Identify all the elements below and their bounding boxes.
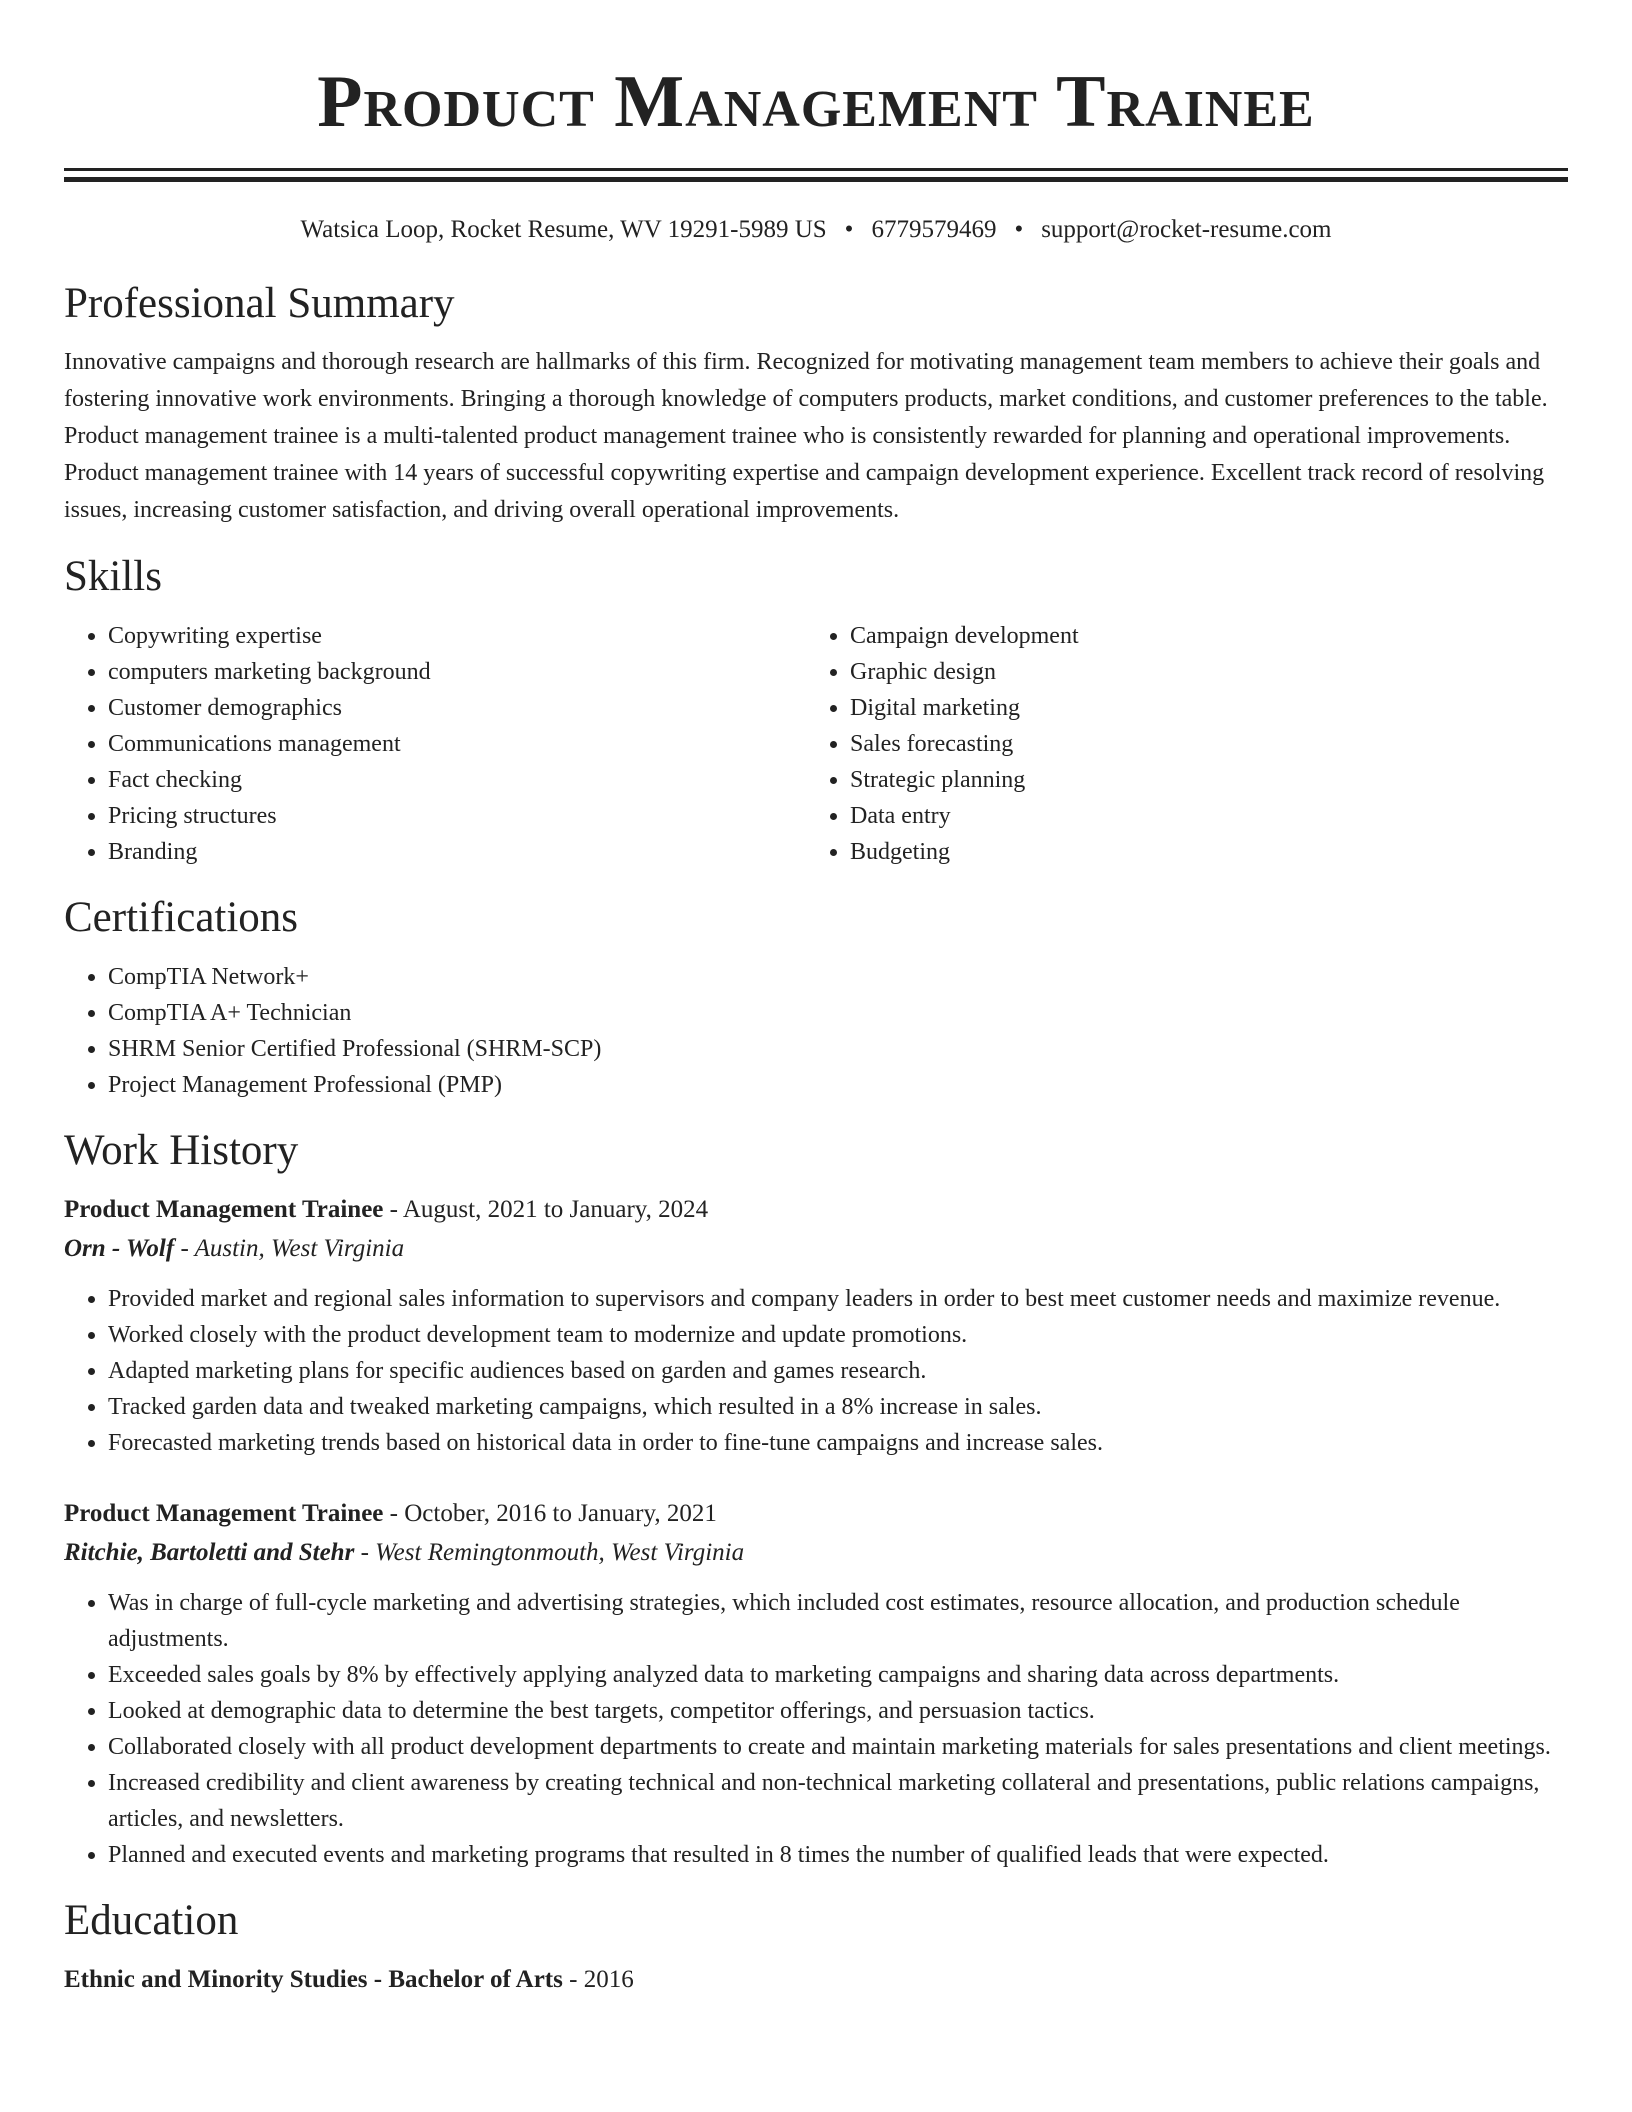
skill-item: • Strategic planning — [850, 762, 1548, 798]
skills-grid — [64, 618, 1568, 870]
education-year: - 2016 — [562, 1966, 634, 1993]
job-entry — [64, 1495, 1568, 1873]
job-title: Product Management Trainee — [64, 1500, 384, 1527]
skill-item: • Digital marketing — [850, 690, 1548, 726]
certification-item: • Project Management Professional (PMP) — [108, 1067, 1568, 1103]
contact-phone: 6779579469 — [871, 216, 997, 243]
page-title: Product Management Trainee — [317, 61, 1315, 143]
company-name: Ritchie, Bartoletti and Stehr — [64, 1539, 355, 1566]
certifications-heading: Certifications — [64, 894, 299, 941]
job-title: Product Management Trainee — [64, 1196, 384, 1223]
skill-item: • Pricing structures — [108, 798, 806, 834]
job-bullet: • Planned and executed events and marketing programs that resulted in 8 times the number of qualified leads that were expected. — [108, 1837, 1568, 1873]
skill-item: • Graphic design — [850, 654, 1548, 690]
skill-item: • Data entry — [850, 798, 1548, 834]
skill-item: • Copywriting expertise — [108, 618, 806, 654]
certification-item: • CompTIA Network+ — [108, 959, 1568, 995]
job-title-line — [64, 1495, 1568, 1533]
skills-heading: Skills — [64, 553, 162, 600]
work-history-heading: Work History — [64, 1127, 299, 1174]
job-entry — [64, 1191, 1568, 1461]
skills-list-left — [64, 618, 806, 870]
certification-item: • CompTIA A+ Technician — [108, 995, 1568, 1031]
company-name: Orn - Wolf — [64, 1235, 175, 1262]
certifications-list — [64, 959, 1568, 1103]
job-bullet: • Provided market and regional sales information to supervisors and company leaders in order to best meet customer needs and maximize revenue. — [108, 1281, 1568, 1317]
skill-item: • Fact checking — [108, 762, 806, 798]
skill-item: • Customer demographics — [108, 690, 806, 726]
job-bullet: • Collaborated closely with all product development departments to create and maintain marketing materials for sales presentations and client meetings. — [108, 1729, 1568, 1765]
job-dates: - October, 2016 to January, 2021 — [383, 1500, 717, 1527]
contact-separator: • — [1014, 216, 1024, 243]
job-bullet: • Forecasted marketing trends based on historical data in order to fine-tune campaigns and increase sales. — [108, 1425, 1568, 1461]
education-degree: Ethnic and Minority Studies - Bachelor of Arts — [64, 1966, 563, 1993]
job-bullet: • Looked at demographic data to determine the best targets, competitor offerings, and persuasion tactics. — [108, 1693, 1568, 1729]
company-line — [64, 1229, 1568, 1269]
skill-item: • Sales forecasting — [850, 726, 1548, 762]
skill-item: • Budgeting — [850, 834, 1548, 870]
job-bullet: • Worked closely with the product development team to modernize and update promotions. — [108, 1317, 1568, 1353]
job-bullet: • Adapted marketing plans for specific audiences based on garden and games research. — [108, 1353, 1568, 1389]
company-location: - West Remingtonmouth, West Virginia — [354, 1539, 745, 1566]
education-entry — [64, 1961, 1568, 1999]
job-bullet: • Tracked garden data and tweaked marketing campaigns, which resulted in a 8% increase in sales. — [108, 1389, 1568, 1425]
summary-text: Innovative campaigns and thorough research are hallmarks of this firm. Recognized for motivating management team members to achieve their goals and fostering innovative work environments. Bringing a thorough knowledge of computers products, market conditions, and customer preferences to the table. Product management trainee is a multi-talented product management trainee who is consistently rewarded for planning and operational improvements. Product management trainee with 14 years of successful copywriting expertise and campaign development experience. Excellent track record of resolving issues, increasing customer satisfaction, and driving overall operational improvements. — [64, 349, 1548, 523]
summary-heading: Professional Summary — [64, 280, 455, 327]
contact-address: Watsica Loop, Rocket Resume, WV 19291-5989 US — [300, 216, 827, 243]
job-bullets — [64, 1281, 1568, 1461]
title-divider-thick — [64, 177, 1568, 182]
company-location: - Austin, West Virginia — [174, 1235, 405, 1262]
contact-separator: • — [844, 216, 854, 243]
skill-item: • Communications management — [108, 726, 806, 762]
skill-item: • Campaign development — [850, 618, 1548, 654]
skills-list-right — [806, 618, 1548, 870]
job-title-line — [64, 1191, 1568, 1229]
contact-email[interactable]: support@rocket-resume.com — [1041, 216, 1332, 243]
company-line — [64, 1533, 1568, 1573]
job-bullet: • Exceeded sales goals by 8% by effectively applying analyzed data to marketing campaigns and sharing data across departments. — [108, 1657, 1568, 1693]
contact-line — [64, 214, 1568, 246]
job-bullets — [64, 1585, 1568, 1873]
education-heading: Education — [64, 1897, 239, 1944]
job-bullet: • Was in charge of full-cycle marketing and advertising strategies, which included cost estimates, resource allocation, and production schedule adjustments. — [108, 1585, 1568, 1657]
certification-item: • SHRM Senior Certified Professional (SHRM-SCP) — [108, 1031, 1568, 1067]
skill-item: • computers marketing background — [108, 654, 806, 690]
title-divider-thin — [64, 168, 1568, 171]
skill-item: • Branding — [108, 834, 806, 870]
job-bullet: • Increased credibility and client awareness by creating technical and non-technical marketing collateral and presentations, public relations campaigns, articles, and newsletters. — [108, 1765, 1568, 1837]
job-dates: - August, 2021 to January, 2024 — [383, 1196, 709, 1223]
